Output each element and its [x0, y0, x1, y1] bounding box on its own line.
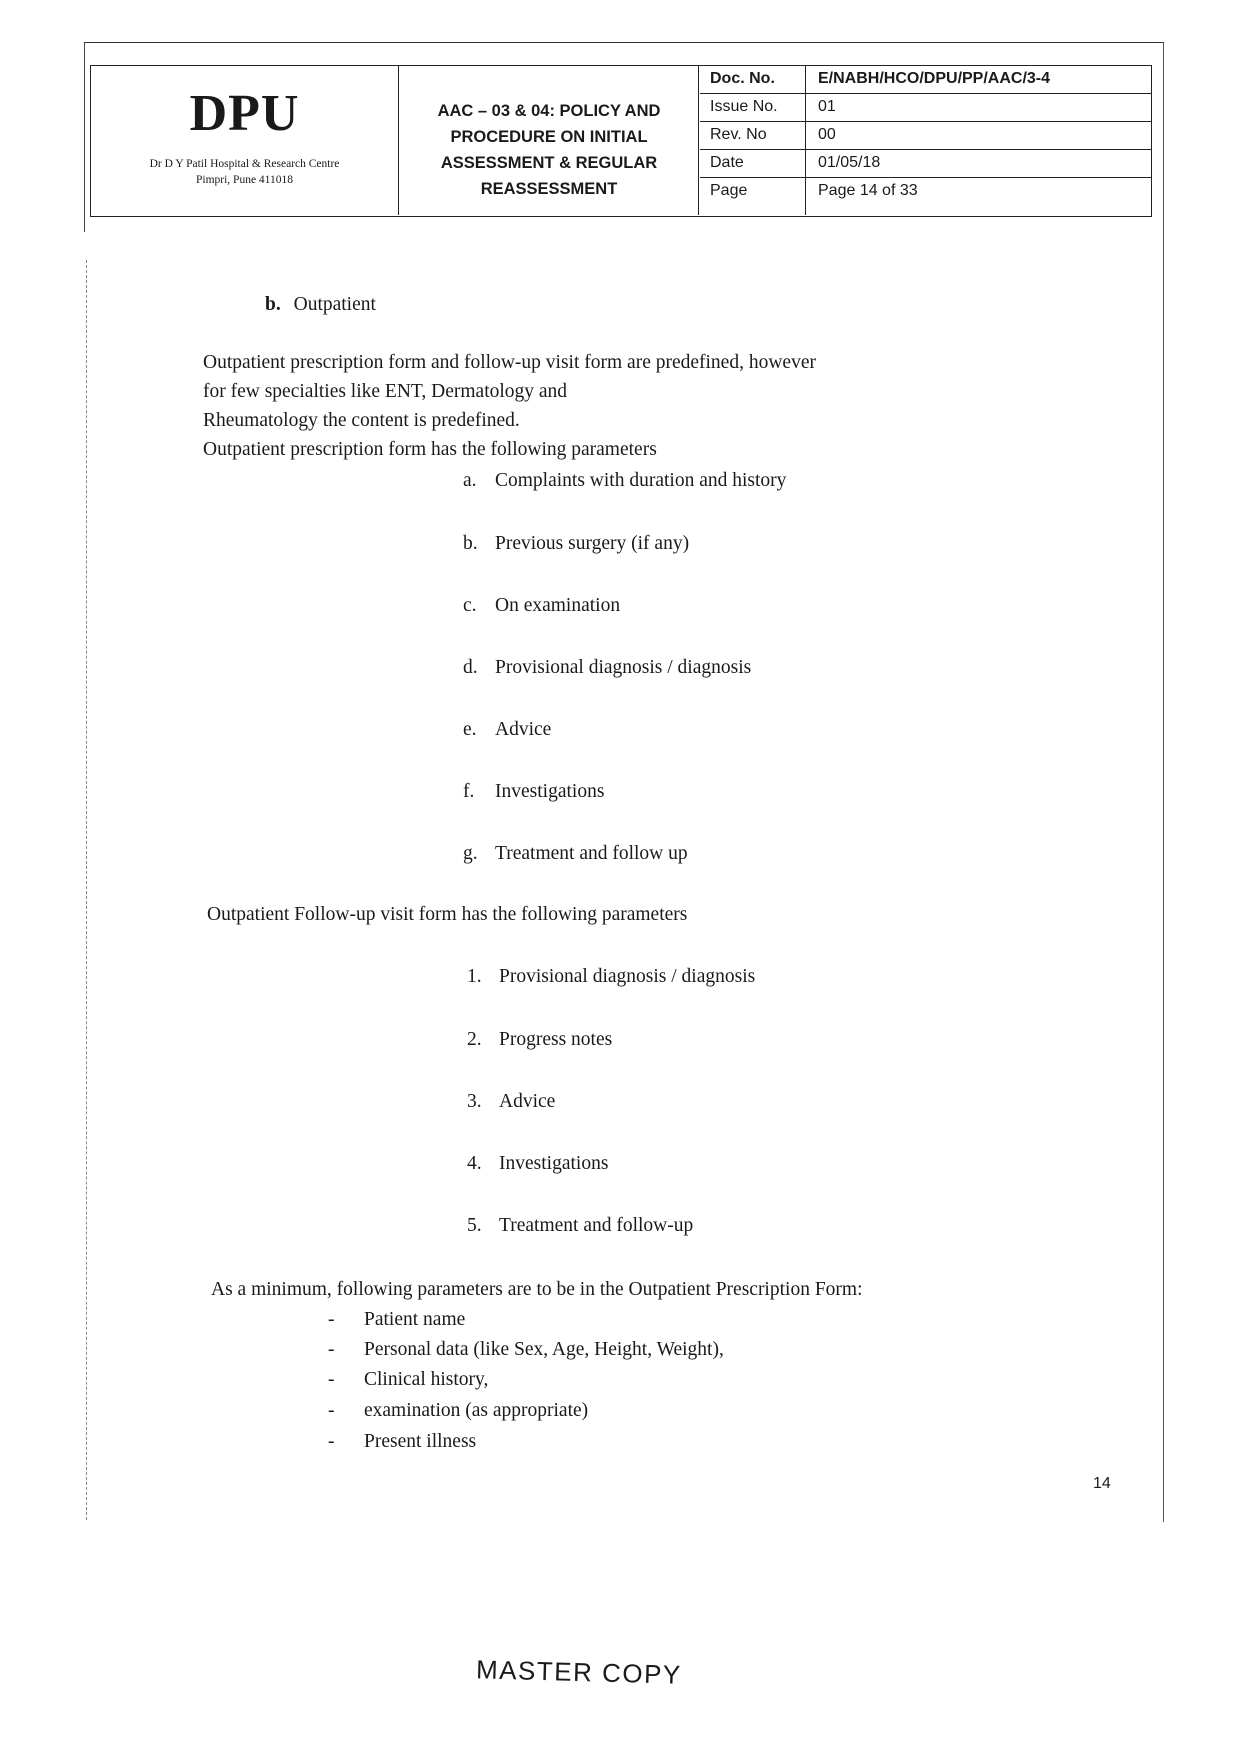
list-item: [463, 781, 604, 803]
meta-row-page: [700, 178, 1151, 215]
frame-left-margin-line: [86, 260, 87, 1520]
page-number: 14: [1093, 1475, 1111, 1492]
document-header: [90, 65, 1152, 217]
bullet-marker: -: [328, 1400, 335, 1421]
minimum-heading: As a minimum, following parameters are to be in the Outpatient Prescription Form:: [211, 1279, 863, 1300]
list-text: Advice: [495, 719, 552, 740]
list-text: Advice: [499, 1091, 556, 1112]
list-marker: 4.: [467, 1153, 482, 1174]
bullet-marker: -: [328, 1309, 335, 1330]
frame-right-line: [1163, 42, 1164, 1522]
meta-value: 01/05/18: [818, 154, 881, 171]
bullet-item: [328, 1431, 476, 1453]
list-text: Investigations: [495, 781, 605, 802]
section-title: Outpatient: [293, 294, 376, 315]
list-marker: 1.: [467, 966, 482, 987]
bullet-text: examination (as appropriate): [364, 1400, 589, 1421]
logo-cell: [91, 66, 399, 215]
meta-label: Date: [700, 150, 806, 177]
list-item: [463, 843, 688, 865]
meta-label: Doc. No.: [700, 66, 806, 93]
intro-line: Rheumatology the content is predefined.: [203, 410, 520, 431]
dpu-logo: DPU: [189, 85, 300, 142]
list-marker: 2.: [467, 1029, 482, 1050]
list-text: Provisional diagnosis / diagnosis: [499, 966, 756, 987]
meta-value: E/NABH/HCO/DPU/PP/AAC/3-4: [818, 70, 1051, 87]
section-heading: [265, 294, 376, 316]
document-title: [400, 98, 698, 202]
list-text: Progress notes: [499, 1029, 613, 1050]
meta-row-issue-no: [700, 94, 1151, 122]
list-text: Treatment and follow up: [495, 843, 688, 864]
list-item: [463, 595, 620, 617]
document-meta-table: [700, 66, 1151, 215]
list-item: [467, 1215, 693, 1237]
title-line: AAC – 03 & 04: POLICY AND: [437, 102, 661, 120]
title-line: REASSESSMENT: [480, 180, 618, 198]
bullet-item: [328, 1400, 588, 1422]
list-item: [463, 470, 786, 492]
list-item: [467, 1153, 608, 1175]
list-item: [467, 966, 755, 988]
list-item: [463, 533, 689, 555]
meta-row-date: [700, 150, 1151, 178]
hospital-name: Dr D Y Patil Hospital & Research Centre: [149, 158, 340, 170]
bullet-marker: -: [328, 1339, 335, 1360]
meta-value: 01: [818, 98, 836, 115]
list-text: Previous surgery (if any): [495, 533, 690, 554]
list-item: [467, 1029, 612, 1051]
bullet-item: [328, 1309, 465, 1331]
intro-line: for few specialties like ENT, Dermatology and: [203, 381, 568, 402]
bullet-text: Present illness: [364, 1431, 477, 1452]
meta-label: Rev. No: [700, 122, 806, 149]
list-item: [463, 657, 751, 679]
list-item: [463, 719, 551, 741]
meta-row-doc-no: [700, 66, 1151, 94]
bullet-marker: -: [328, 1431, 335, 1452]
list-marker: c.: [463, 595, 477, 616]
list-marker: a.: [463, 470, 477, 491]
intro-line: Outpatient prescription form and follow-up visit form are predefined, however: [203, 352, 816, 373]
meta-label: Issue No.: [700, 94, 806, 121]
list-text: Complaints with duration and history: [495, 470, 787, 491]
frame-top-line: [84, 42, 1164, 43]
bullet-text: Personal data (like Sex, Age, Height, Weight),: [364, 1339, 724, 1360]
list-marker: b.: [463, 533, 478, 554]
list-text: Investigations: [499, 1153, 609, 1174]
meta-row-rev-no: [700, 122, 1151, 150]
list-marker: f.: [463, 781, 475, 802]
bullet-text: Clinical history,: [364, 1369, 489, 1390]
frame-left-line: [84, 42, 85, 232]
list-marker: 3.: [467, 1091, 482, 1112]
intro-line: Outpatient prescription form has the following parameters: [203, 439, 657, 460]
meta-value: Page 14 of 33: [818, 182, 918, 199]
hospital-address: Pimpri, Pune 411018: [195, 174, 293, 186]
list-text: On examination: [495, 595, 621, 616]
followup-heading: Outpatient Follow-up visit form has the following parameters: [207, 904, 688, 925]
section-marker: b.: [265, 294, 281, 315]
list-marker: g.: [463, 843, 478, 864]
list-marker: d.: [463, 657, 478, 678]
title-line: ASSESSMENT & REGULAR: [440, 154, 658, 172]
meta-value: 00: [818, 126, 836, 143]
list-text: Treatment and follow-up: [499, 1215, 694, 1236]
list-text: Provisional diagnosis / diagnosis: [495, 657, 752, 678]
list-marker: e.: [463, 719, 477, 740]
bullet-marker: -: [328, 1369, 335, 1390]
meta-label: Page: [700, 178, 806, 215]
title-cell: [400, 66, 699, 215]
bullet-item: [328, 1339, 724, 1361]
bullet-text: Patient name: [364, 1309, 466, 1330]
master-copy-stamp: MASTER COPY: [475, 1654, 683, 1690]
list-marker: 5.: [467, 1215, 482, 1236]
title-line: PROCEDURE ON INITIAL: [450, 128, 648, 146]
list-item: [467, 1091, 555, 1113]
bullet-item: [328, 1369, 488, 1391]
